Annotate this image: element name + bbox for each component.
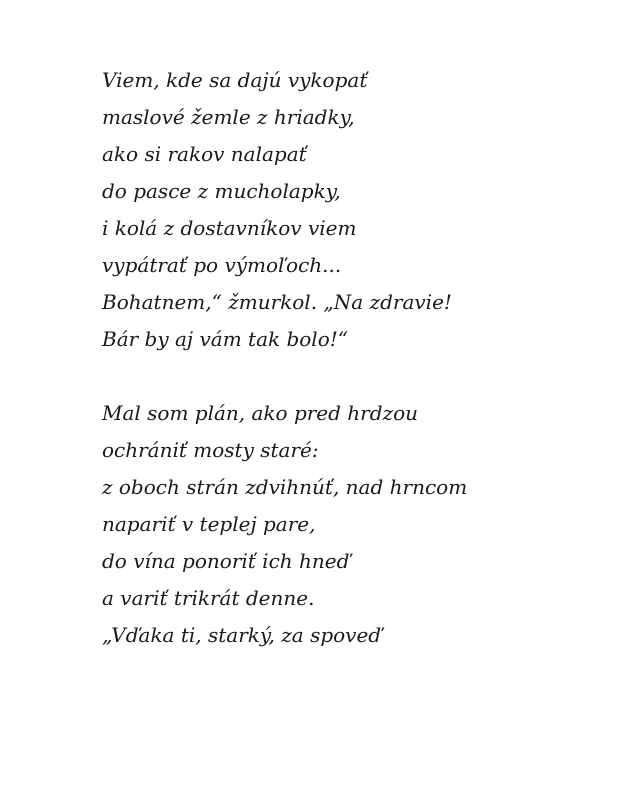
poem-line: do vína ponoriť ich hneď bbox=[102, 549, 350, 573]
poem-line: ako si rakov nalapať bbox=[102, 142, 307, 166]
poem-text bbox=[102, 62, 622, 654]
poem-line: Mal som plán, ako pred hrdzou bbox=[102, 401, 419, 425]
stanza-2 bbox=[102, 395, 622, 654]
poem-line: Bár by aj vám tak bolo!“ bbox=[102, 327, 349, 351]
poem-line: i kolá z dostavníkov viem bbox=[102, 216, 357, 240]
poem-line: vypátrať po výmoľoch... bbox=[102, 253, 342, 277]
poem-line: Bohatnem,“ žmurkol. „Na zdravie! bbox=[102, 290, 452, 314]
poem-line: do pasce z mucholapky, bbox=[102, 179, 341, 203]
poem-line: a variť trikrát denne. bbox=[102, 586, 315, 610]
poem-line: Viem, kde sa dajú vykopať bbox=[102, 68, 368, 92]
poem-line: z oboch strán zdvihnúť, nad hrncom bbox=[102, 475, 468, 499]
poem-line: „Vďaka ti, starký, za spoveď bbox=[102, 623, 382, 647]
poem-line: ochrániť mosty staré: bbox=[102, 438, 319, 462]
poem-line: napariť v teplej pare, bbox=[102, 512, 316, 536]
stanza-1 bbox=[102, 62, 622, 358]
poem-line: maslové žemle z hriadky, bbox=[102, 105, 355, 129]
